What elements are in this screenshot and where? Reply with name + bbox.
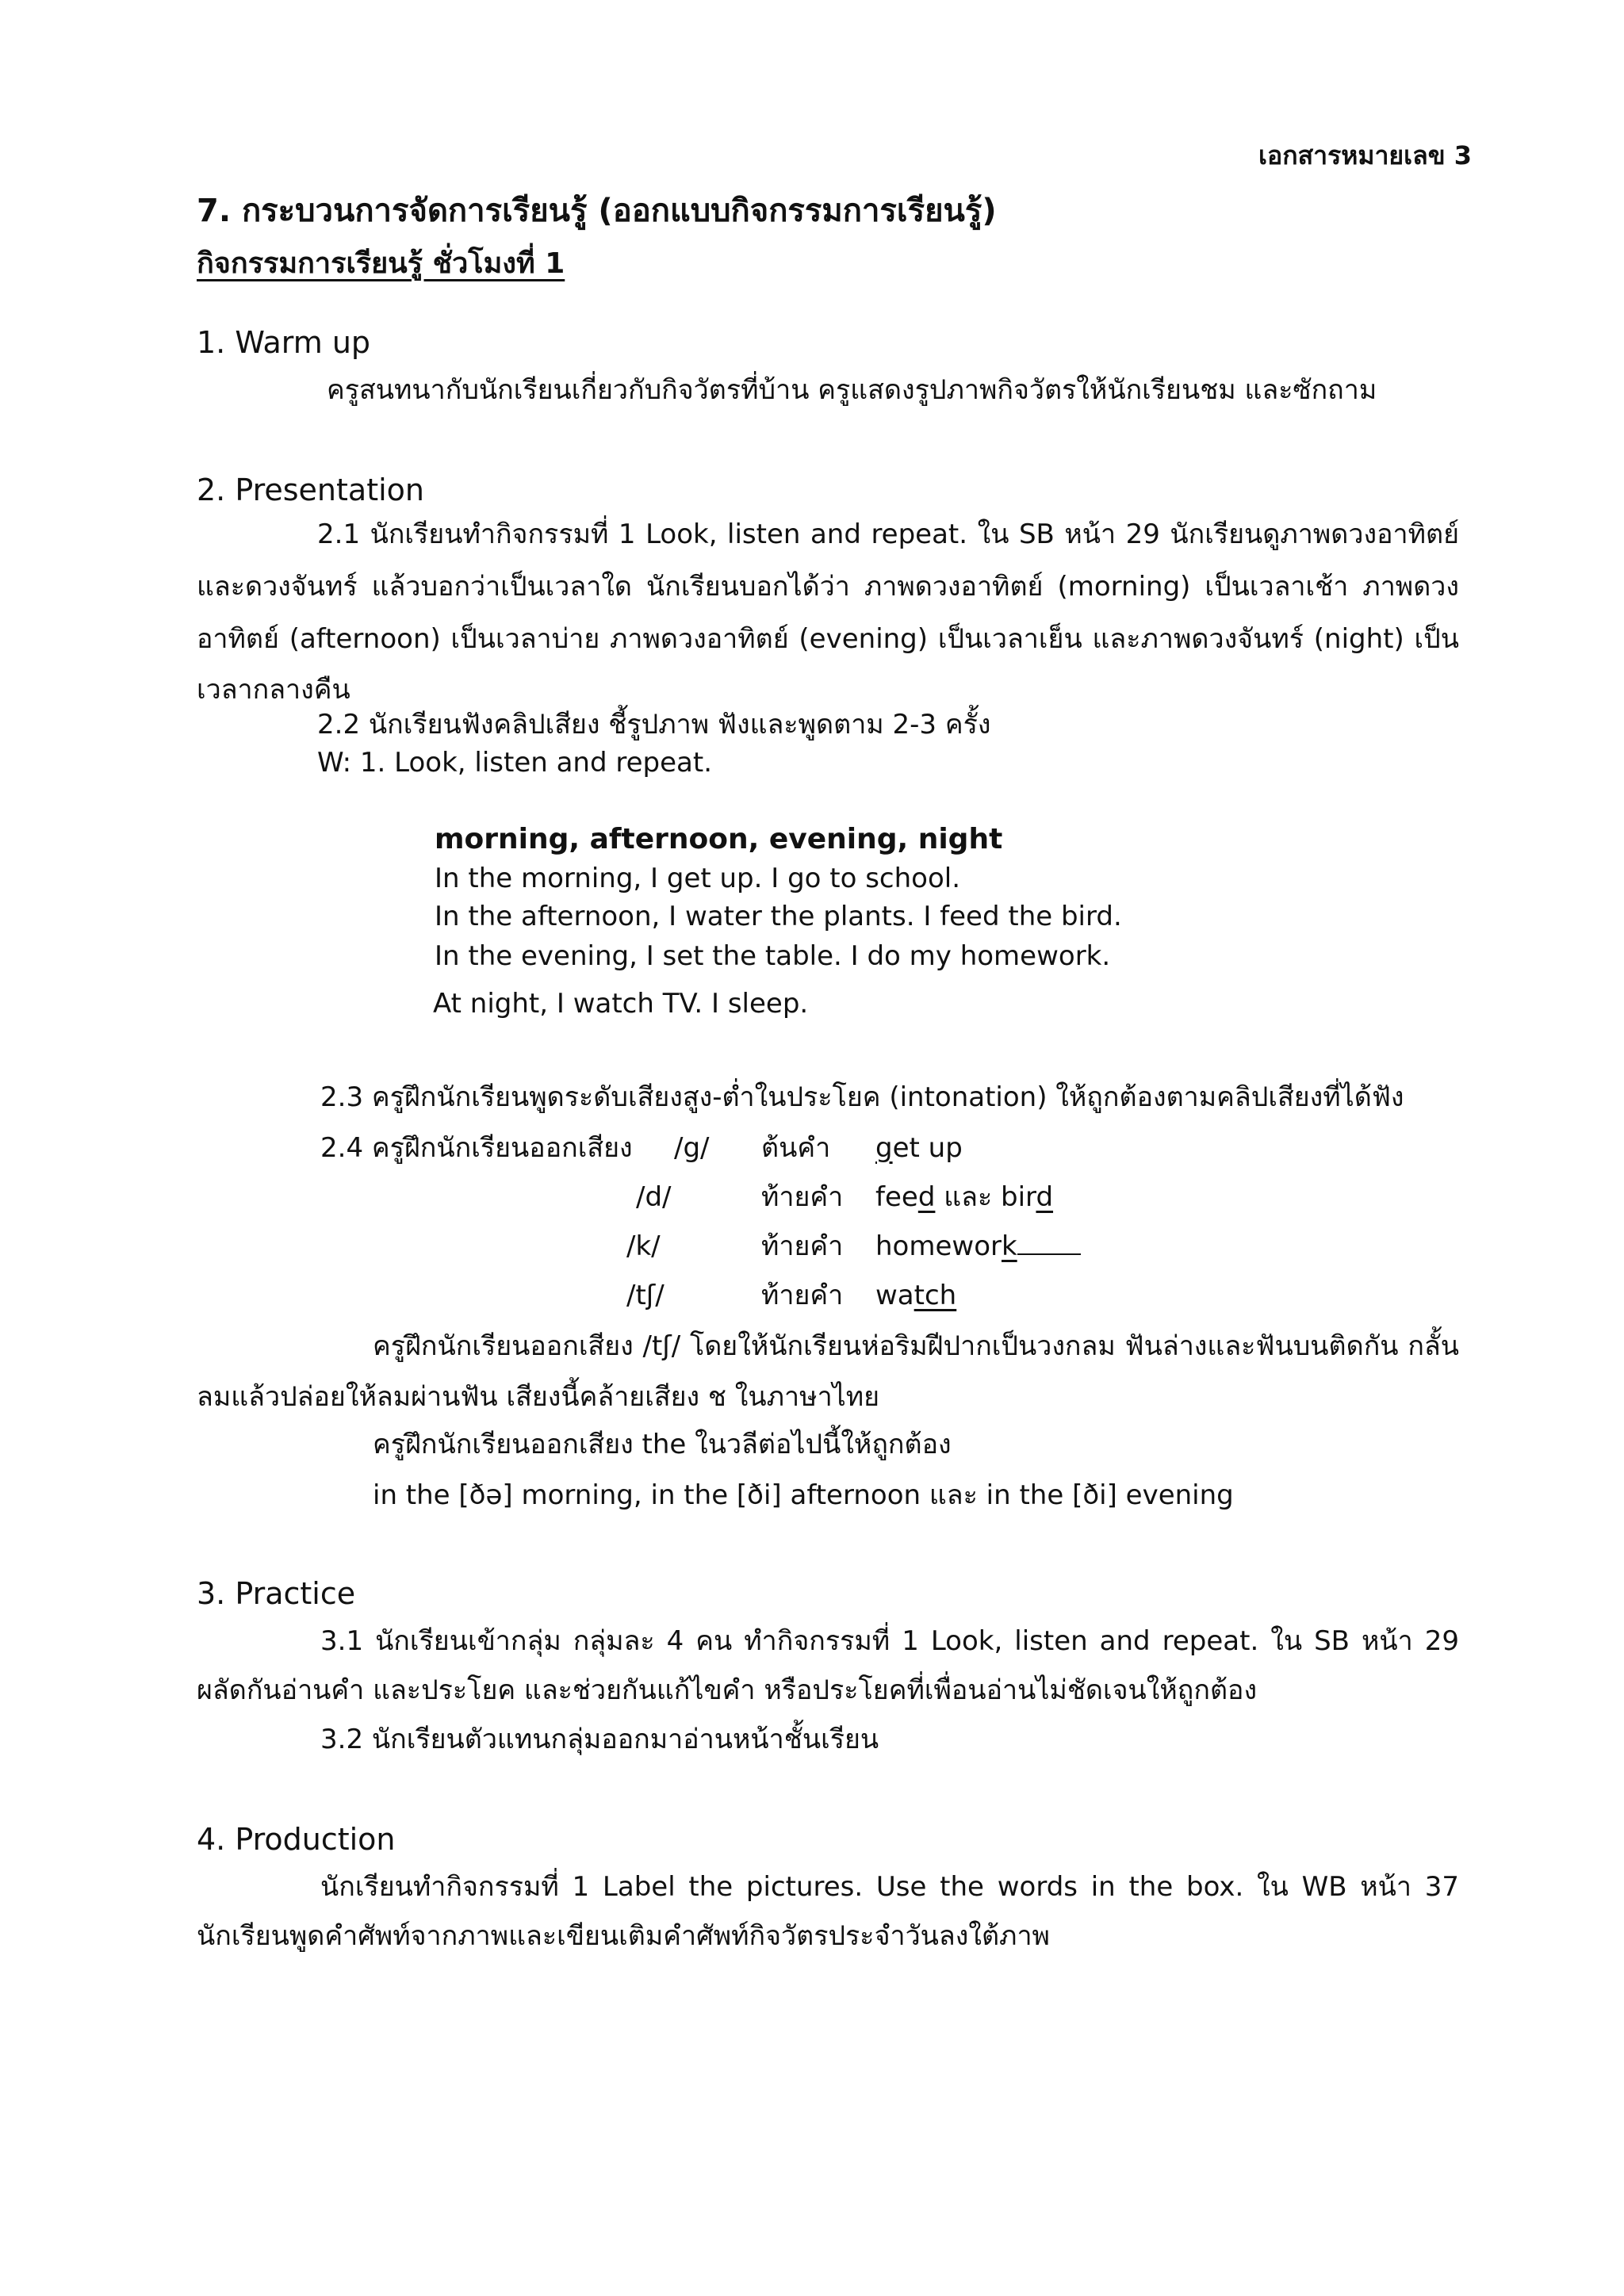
example-sentence: In the morning, I get up. I go to school. xyxy=(435,863,961,894)
phonic-position: ต้นคำ xyxy=(761,1132,831,1164)
phonic-example: get up xyxy=(875,1132,963,1164)
page-title: 7. กระบวนการจัดการเรียนรู้ (ออกแบบกิจกรรมการเรียนรู้) xyxy=(197,193,997,229)
paragraph-3-1-line: ผลัดกันอ่านคำ และประโยค และช่วยกันแก้ไขคำ หรือประโยคที่เพื่อนอ่านไม่ชัดเจนให้ถูกต้อง xyxy=(197,1674,1258,1706)
paragraph-2-4-label: 2.4 ครูฝึกนักเรียนออกเสียง xyxy=(320,1132,633,1164)
paragraph-2-1-line: และดวงจันทร์ แล้วบอกว่าเป็นเวลาใด นักเรียนบอกได้ว่า ภาพดวงอาทิตย์ (morning) เป็นเวลาเช้า ภาพดวง xyxy=(197,571,1459,603)
phonic-position: ท้ายคำ xyxy=(761,1230,844,1262)
phonic-sound: /k/ xyxy=(626,1230,661,1262)
phonic-sound: /g/ xyxy=(674,1132,710,1164)
the-instruction: ครูฝึกนักเรียนออกเสียง the ในวลีต่อไปนี้ให้ถูกต้อง xyxy=(373,1429,952,1460)
paragraph-2-2: 2.2 นักเรียนฟังคลิปเสียง ชี้รูปภาพ ฟังและพูดตาม 2-3 ครั้ง xyxy=(317,709,991,740)
paragraph-3-1-line: 3.1 นักเรียนเข้ากลุ่ม กลุ่มละ 4 คน ทำกิจกรรมที่ 1 Look, listen and repeat. ใน SB หน้า 29 xyxy=(320,1625,1459,1657)
tch-explanation-line: ลมแล้วปล่อยให้ลมผ่านฟัน เสียงนี้คล้ายเสียง ช ในภาษาไทย xyxy=(197,1381,880,1413)
phonic-example: homework xyxy=(875,1229,1081,1264)
phonic-example: feed และ bird xyxy=(875,1181,1054,1213)
paragraph-3-2: 3.2 นักเรียนตัวแทนกลุ่มออกมาอ่านหน้าชั้นเรียน xyxy=(320,1724,879,1755)
vocab-list: morning, afternoon, evening, night xyxy=(435,823,1003,855)
section-heading-presentation: 2. Presentation xyxy=(197,473,424,507)
warmup-text: ครูสนทนากับนักเรียนเกี่ยวกับกิจวัตรที่บ้าน ครูแสดงรูปภาพกิจวัตรให้นักเรียนชม และซักถาม xyxy=(327,374,1377,406)
paragraph-2-1-line: 2.1 นักเรียนทำกิจกรรมที่ 1 Look, listen and repeat. ใน SB หน้า 29 นักเรียนดูภาพดวงอาทิตย์ xyxy=(317,519,1459,550)
production-line: นักเรียนพูดคำศัพท์จากภาพและเขียนเติมคำศัพท์กิจวัตรประจำวันลงใต้ภาพ xyxy=(197,1920,1050,1952)
the-examples: in the [ðə] morning, in the [ði] afternoon และ in the [ði] evening xyxy=(373,1479,1234,1511)
tch-explanation-line: ครูฝึกนักเรียนออกเสียง /tʃ/ โดยให้นักเรียนห่อริมฝีปากเป็นวงกลม ฟันล่างและฟันบนติดกัน กลั้น xyxy=(373,1330,1459,1362)
phonic-position: ท้ายคำ xyxy=(761,1181,844,1213)
paragraph-2-3: 2.3 ครูฝึกนักเรียนพูดระดับเสียงสูง-ต่ำในประโยค (intonation) ให้ถูกต้องตามคลิปเสียงที่ได้ฟัง xyxy=(320,1081,1404,1113)
example-sentence: In the afternoon, I water the plants. I feed the bird. xyxy=(435,901,1122,932)
paragraph-2-1-line: เวลากลางคืน xyxy=(197,674,350,706)
phonic-sound: /tʃ/ xyxy=(626,1280,665,1311)
example-sentence: At night, I watch TV. I sleep. xyxy=(433,988,809,1020)
document-number: เอกสารหมายเลข 3 xyxy=(1258,140,1472,170)
production-line: นักเรียนทำกิจกรรมที่ 1 Label the pictures. Use the words in the box. ใน WB หน้า 37 xyxy=(320,1871,1459,1903)
section-heading-practice: 3. Practice xyxy=(197,1576,356,1611)
phonic-example: watch xyxy=(875,1280,957,1311)
w-line: W: 1. Look, listen and repeat. xyxy=(317,747,712,779)
answer-blank xyxy=(1017,1230,1081,1255)
phonic-sound: /d/ xyxy=(636,1181,672,1213)
phonic-position: ท้ายคำ xyxy=(761,1280,844,1311)
paragraph-2-1-line: อาทิตย์ (afternoon) เป็นเวลาบ่าย ภาพดวงอาทิตย์ (evening) เป็นเวลาเย็น และภาพดวงจันทร์ (night) เป็น xyxy=(197,623,1459,655)
section-heading-warmup: 1. Warm up xyxy=(197,325,371,360)
page-subtitle: กิจกรรมการเรียนรู้ ชั่วโมงที่ 1 xyxy=(197,247,565,280)
example-sentence: In the evening, I set the table. I do my homework. xyxy=(435,940,1111,972)
section-heading-production: 4. Production xyxy=(197,1822,396,1857)
